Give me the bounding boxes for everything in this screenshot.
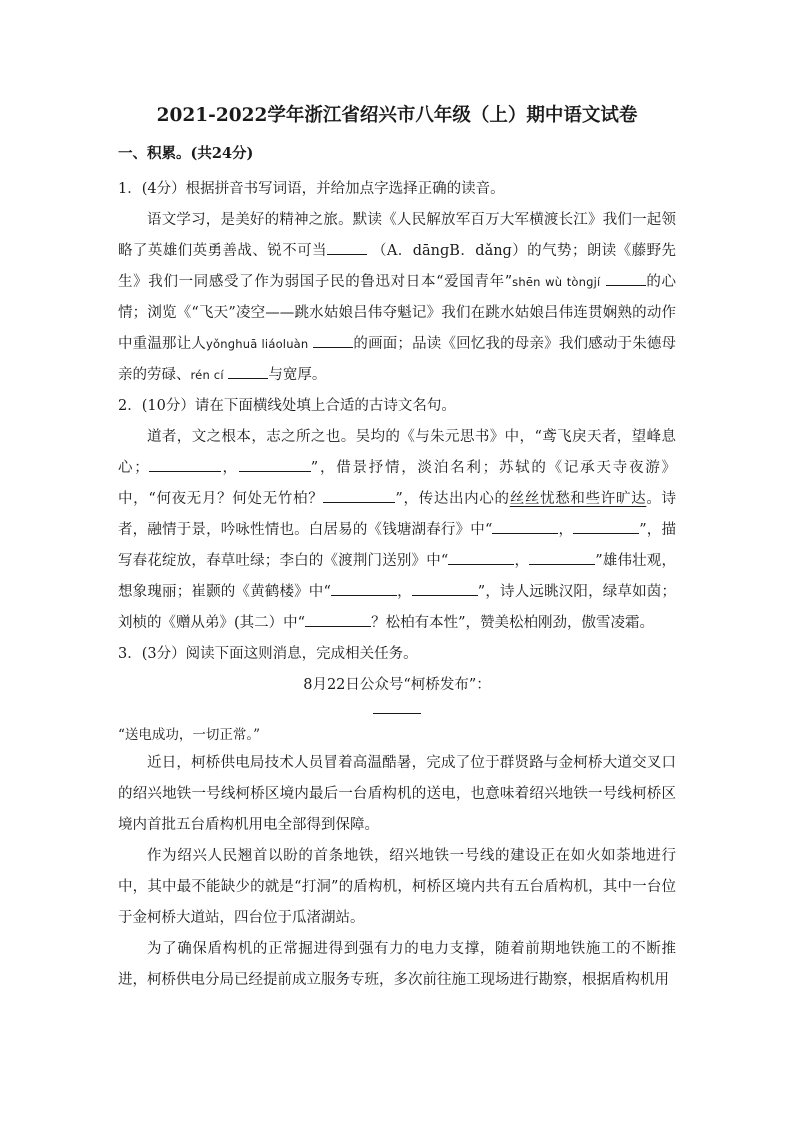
answer-blank[interactable] bbox=[412, 581, 478, 596]
news-paragraph: 为了确保盾构机的正常掘进得到强有力的电力支撑，随着前期地铁施工的不断推进，柯桥供电分局已经提前成立服务专班，多次前往施工现场进行勘察，根据盾构机用 bbox=[118, 941, 676, 988]
news-paragraph: 作为绍兴人民翘首以盼的首条地铁，绍兴地铁一号线的建设正在如火如荼地进行中，其中最不能缺少的就是“打洞”的盾构机，柯桥区境内共有五台盾构机，其中一台位于金柯桥大道站，四台位于瓜渚湖站。 bbox=[118, 848, 676, 926]
question-3-head: 3．(3分）阅读下面这则消息，完成相关任务。 bbox=[118, 646, 418, 662]
question-1 bbox=[118, 174, 676, 391]
question-2-text: ， bbox=[558, 522, 574, 538]
question-2-text: ， bbox=[396, 584, 412, 600]
pinyin-2: yǒnɡhuā liáoluàn bbox=[206, 337, 309, 351]
answer-blank[interactable] bbox=[323, 488, 395, 503]
question-2-text: ”，描写春花绽放，春草吐绿；李白的《渡荆门送别》中“ bbox=[118, 522, 676, 569]
headline-blank[interactable] bbox=[373, 713, 421, 714]
question-2-text: ， bbox=[514, 553, 530, 569]
question-2-text: ”，传达出内心的 bbox=[395, 491, 510, 507]
question-2-text: 。诗者，融情于景，吟咏性情也。白居易的《钱塘湖春行》中“ bbox=[118, 491, 676, 538]
question-1-head: 1．(4分）根据拼音书写词语，并给加点字选择正确的读音。 bbox=[118, 181, 505, 197]
pinyin-3: rén cí bbox=[190, 368, 224, 382]
answer-blank[interactable] bbox=[327, 240, 367, 255]
question-2-text: ”雄伟壮观，想象瑰丽；崔颢的《黄鹤楼》中“ bbox=[118, 553, 676, 600]
news-quote: “送电成功，一切正常。” bbox=[118, 727, 261, 743]
question-1-text-c: 的心情；浏览《“飞天”凌空——跳水姑娘吕伟夺魁记》我们在跳水姑娘吕伟连贯娴熟的动作中重温那让人 bbox=[118, 274, 677, 352]
question-2 bbox=[118, 391, 676, 639]
answer-blank[interactable] bbox=[606, 271, 646, 286]
page-title: 2021-2022学年浙江省绍兴市八年级（上）期中语文试卷 bbox=[156, 105, 638, 126]
question-3 bbox=[118, 639, 676, 996]
news-paragraph: 近日，柯桥供电局技术人员冒着高温酷暑，完成了位于群贤路与金柯桥大道交叉口的绍兴地铁一号线柯桥区境内最后一台盾构机的送电，也意味着绍兴地铁一号线柯桥区境内首批五台盾构机用电全部得到保障。 bbox=[118, 755, 676, 833]
answer-blank[interactable] bbox=[492, 519, 558, 534]
question-2-text: 道者，文之根本，志之所之也。吴均的《与朱元思书》中，“鸢飞戾天者，望峰息心； bbox=[118, 429, 676, 476]
answer-blank[interactable] bbox=[448, 550, 514, 565]
question-1-text-b: （A．dānɡB．dǎnɡ）的气势；朗读《藤野先生》我们一同感受了作为弱国子民的鲁迅对日本“爱国青年” bbox=[118, 243, 676, 290]
answer-blank[interactable] bbox=[149, 457, 221, 472]
question-1-text-d: 的画面；品读《回忆我的母亲》我们感动于朱德母亲的劳碌、 bbox=[118, 336, 677, 383]
question-2-text: ”，诗人远眺汉阳，绿草如茵；刘桢的《赠从弟》(其二）中“ bbox=[118, 584, 676, 631]
question-2-text: ？松柏有本性”，赞美松柏刚劲，傲雪凌霜。 bbox=[371, 615, 654, 631]
answer-blank[interactable] bbox=[313, 333, 353, 348]
question-1-text-e: 与宽厚。 bbox=[268, 367, 327, 383]
question-2-head: 2．(10分）请在下面横线处填上合适的古诗文名句。 bbox=[118, 398, 456, 414]
answer-blank[interactable] bbox=[573, 519, 639, 534]
news-source: 8月22日公众号“柯桥发布”： bbox=[303, 677, 491, 693]
question-1-body bbox=[118, 205, 676, 391]
answer-blank[interactable] bbox=[228, 364, 268, 379]
answer-blank[interactable] bbox=[239, 457, 311, 472]
section-heading: 一、积累。(共24分) bbox=[118, 145, 254, 162]
question-2-text: ”，借景抒情，淡泊名利；苏轼的《记承天寺夜游》中，“何夜无月？何处无竹柏？ bbox=[118, 460, 676, 507]
question-2-text: ， bbox=[220, 460, 239, 476]
question-1-text-a: 语文学习，是美好的精神之旅。默读《人民解放军百万大军横渡长江》我们一起领略了英雄们英勇善战、锐不可当 bbox=[118, 212, 676, 259]
pinyin-1: shēn wù tònɡjí bbox=[512, 275, 601, 289]
answer-blank[interactable] bbox=[305, 612, 371, 627]
question-2-body bbox=[118, 422, 676, 639]
answer-blank[interactable] bbox=[331, 581, 397, 596]
answer-blank[interactable] bbox=[529, 550, 595, 565]
underlined-phrase: 丝丝忧愁和些许旷达 bbox=[509, 491, 647, 507]
